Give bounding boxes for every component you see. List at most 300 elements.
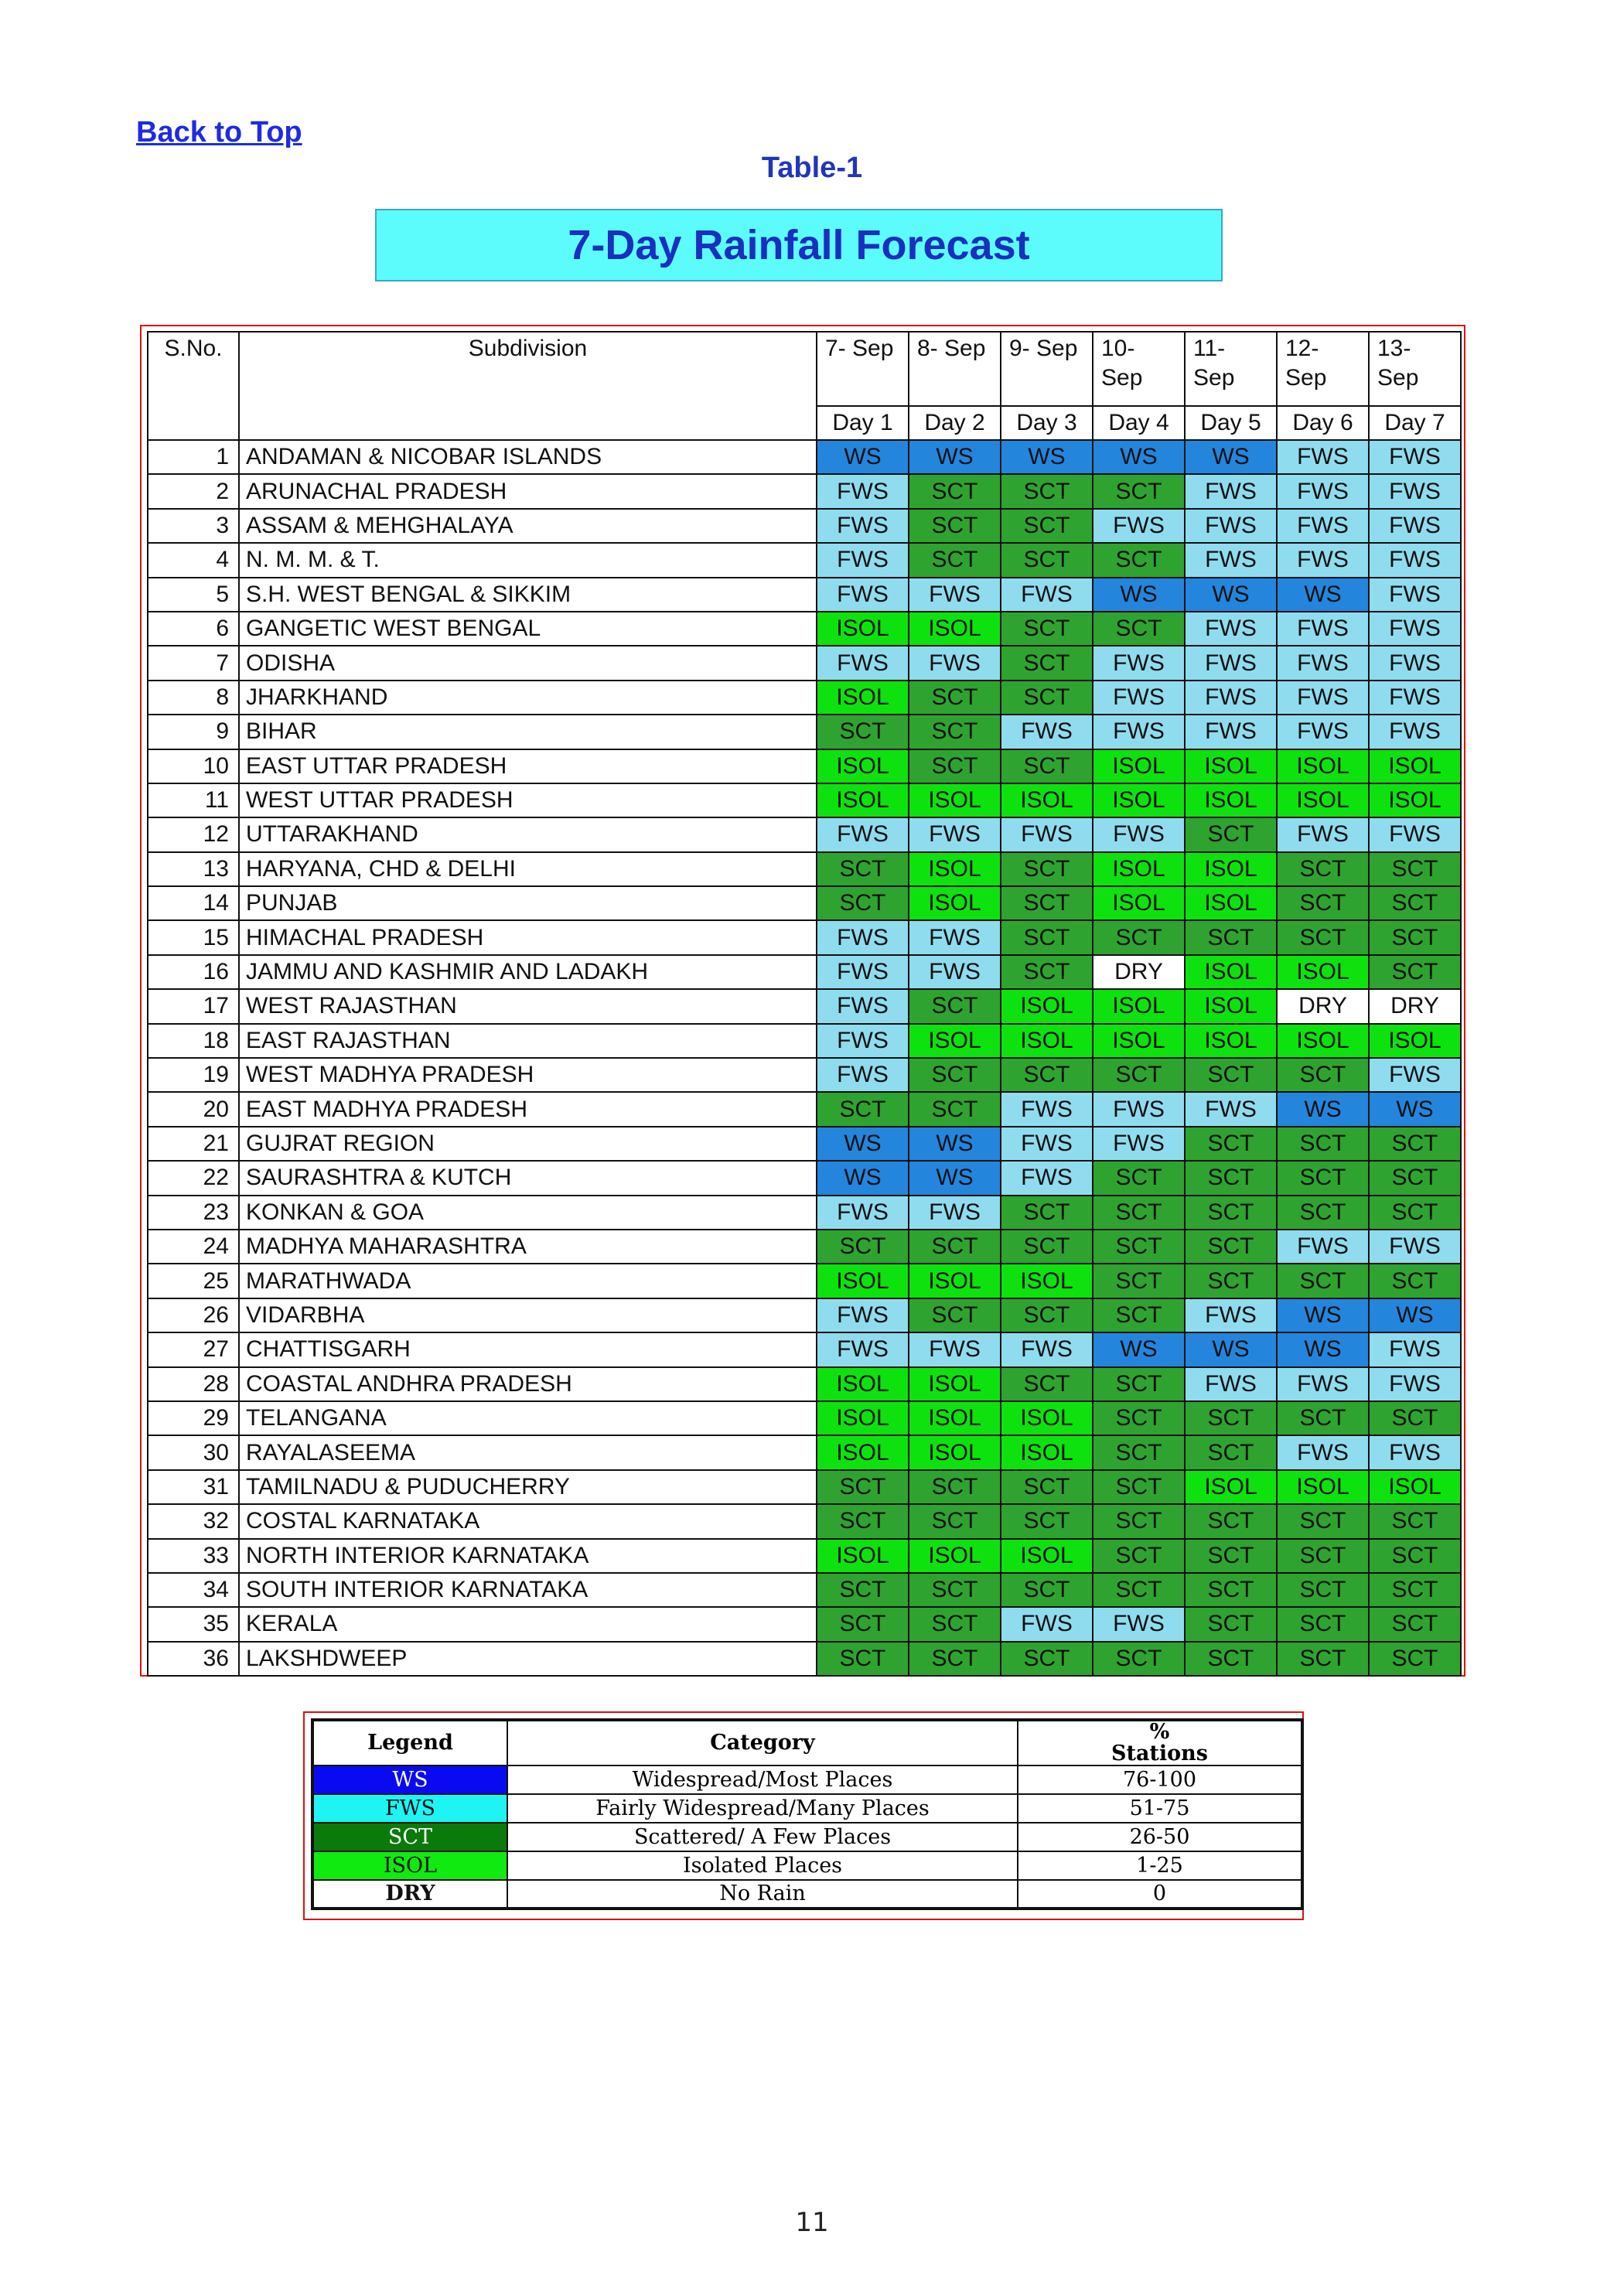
legend-stations: 51-75 [1018, 1794, 1302, 1823]
forecast-cell: FWS [1185, 681, 1277, 715]
forecast-cell: SCT [1001, 543, 1093, 577]
subdivision-name: N. M. M. & T. [239, 543, 817, 577]
forecast-cell: FWS [909, 920, 1001, 954]
forecast-cell: FWS [817, 817, 909, 851]
forecast-cell: DRY [1277, 989, 1369, 1023]
forecast-cell: ISOL [1093, 989, 1185, 1023]
forecast-cell: SCT [909, 989, 1001, 1023]
forecast-cell: ISOL [1277, 1024, 1369, 1058]
forecast-cell: ISOL [1185, 989, 1277, 1023]
legend-code-swatch: ISOL [312, 1851, 507, 1880]
table-row [148, 920, 1461, 954]
table-caption: Table-1 [761, 152, 863, 184]
forecast-cell: SCT [1093, 543, 1185, 577]
forecast-cell: SCT [817, 1092, 909, 1126]
forecast-cell: SCT [1185, 1230, 1277, 1264]
forecast-cell: ISOL [909, 1024, 1001, 1058]
forecast-cell: ISOL [1001, 1435, 1093, 1469]
forecast-cell: WS [1185, 440, 1277, 474]
forecast-cell: SCT [1001, 1196, 1093, 1230]
forecast-cell: FWS [1369, 715, 1461, 749]
forecast-cell: SCT [817, 1642, 909, 1676]
forecast-cell: ISOL [909, 1401, 1001, 1435]
table-row [148, 1298, 1461, 1332]
serial-number: 30 [148, 1435, 239, 1469]
forecast-cell: FWS [1093, 681, 1185, 715]
forecast-cell: FWS [817, 646, 909, 680]
serial-number: 26 [148, 1298, 239, 1332]
forecast-cell: FWS [1185, 543, 1277, 577]
table-row [148, 1161, 1461, 1195]
date-header: 10- Sep [1093, 332, 1185, 406]
table-row [148, 715, 1461, 749]
forecast-cell: FWS [1277, 543, 1369, 577]
forecast-cell: FWS [1369, 578, 1461, 612]
forecast-cell: FWS [1277, 440, 1369, 474]
day-header: Day 6 [1277, 406, 1369, 440]
forecast-cell: WS [817, 1161, 909, 1195]
table-row [148, 1127, 1461, 1161]
forecast-cell: WS [1277, 578, 1369, 612]
forecast-cell: WS [1277, 1092, 1369, 1126]
subdivision-name: JHARKHAND [239, 681, 817, 715]
table-row [148, 1230, 1461, 1264]
table-row [148, 989, 1461, 1023]
legend-stations: 0 [1018, 1880, 1302, 1909]
forecast-cell: SCT [1185, 817, 1277, 851]
table-row [148, 1435, 1461, 1469]
day-header: Day 1 [817, 406, 909, 440]
forecast-cell: SCT [909, 1607, 1001, 1641]
table-row [148, 1607, 1461, 1641]
forecast-cell: DRY [1369, 989, 1461, 1023]
forecast-cell: FWS [909, 1332, 1001, 1366]
forecast-cell: ISOL [1001, 783, 1093, 817]
forecast-cell: SCT [1093, 1539, 1185, 1573]
date-header: 12- Sep [1277, 332, 1369, 406]
forecast-cell: SCT [1093, 1264, 1185, 1298]
forecast-cell: FWS [1369, 1058, 1461, 1092]
subdivision-name: MARATHWADA [239, 1264, 817, 1298]
table-row [148, 1332, 1461, 1366]
forecast-cell: WS [1185, 578, 1277, 612]
forecast-cell: SCT [1277, 920, 1369, 954]
forecast-cell: SCT [1093, 1504, 1185, 1538]
forecast-cell: FWS [1185, 646, 1277, 680]
serial-number: 9 [148, 715, 239, 749]
forecast-cell: SCT [1093, 612, 1185, 646]
forecast-cell: SCT [1185, 1435, 1277, 1469]
forecast-cell: WS [1369, 1092, 1461, 1126]
forecast-cell: SCT [909, 1573, 1001, 1607]
forecast-cell: SCT [1369, 852, 1461, 886]
forecast-cell: FWS [1277, 509, 1369, 543]
forecast-cell: FWS [1001, 578, 1093, 612]
forecast-cell: SCT [817, 1230, 909, 1264]
forecast-cell: FWS [1369, 440, 1461, 474]
forecast-cell: SCT [1277, 1264, 1369, 1298]
forecast-cell: SCT [909, 1642, 1001, 1676]
forecast-cell: FWS [909, 646, 1001, 680]
forecast-cell: SCT [1185, 920, 1277, 954]
table-row [148, 1196, 1461, 1230]
forecast-cell: FWS [1369, 646, 1461, 680]
forecast-cell: SCT [1185, 1127, 1277, 1161]
forecast-cell: SCT [1093, 474, 1185, 508]
forecast-cell: ISOL [817, 1435, 909, 1469]
forecast-cell: SCT [909, 681, 1001, 715]
forecast-cell: SCT [1001, 886, 1093, 920]
legend-row [312, 1794, 1302, 1823]
forecast-cell: SCT [1369, 886, 1461, 920]
forecast-cell: SCT [1001, 1642, 1093, 1676]
serial-number: 35 [148, 1607, 239, 1641]
forecast-cell: WS [909, 440, 1001, 474]
table-row [148, 1264, 1461, 1298]
forecast-cell: WS [909, 1127, 1001, 1161]
table-row [148, 1573, 1461, 1607]
day-header: Day 7 [1369, 406, 1461, 440]
serial-number: 28 [148, 1367, 239, 1401]
forecast-cell: SCT [1185, 1196, 1277, 1230]
serial-number: 12 [148, 817, 239, 851]
subdivision-name: CHATTISGARH [239, 1332, 817, 1366]
forecast-table-body [148, 440, 1461, 1676]
forecast-cell: ISOL [1093, 852, 1185, 886]
forecast-cell: SCT [1369, 920, 1461, 954]
header-row-dates [148, 332, 1461, 406]
forecast-cell: SCT [817, 715, 909, 749]
forecast-cell: WS [1093, 1332, 1185, 1366]
serial-number: 36 [148, 1642, 239, 1676]
forecast-cell: SCT [909, 1298, 1001, 1332]
forecast-cell: DRY [1093, 955, 1185, 989]
forecast-cell: ISOL [909, 1539, 1001, 1573]
forecast-cell: FWS [817, 578, 909, 612]
forecast-cell: FWS [1093, 646, 1185, 680]
forecast-cell: ISOL [909, 852, 1001, 886]
forecast-cell: FWS [1369, 681, 1461, 715]
forecast-cell: FWS [909, 578, 1001, 612]
date-header: 13- Sep [1369, 332, 1461, 406]
forecast-cell: SCT [1277, 1401, 1369, 1435]
forecast-cell: SCT [1369, 1573, 1461, 1607]
subdivision-name: SOUTH INTERIOR KARNATAKA [239, 1573, 817, 1607]
serial-number: 19 [148, 1058, 239, 1092]
subdivision-header: Subdivision [239, 332, 817, 440]
forecast-cell: ISOL [1093, 886, 1185, 920]
back-to-top-link[interactable]: Back to Top [136, 116, 302, 148]
forecast-cell: FWS [909, 955, 1001, 989]
forecast-cell: ISOL [817, 1367, 909, 1401]
table-row [148, 474, 1461, 508]
forecast-cell: SCT [1093, 920, 1185, 954]
table-row [148, 578, 1461, 612]
forecast-cell: SCT [1093, 1642, 1185, 1676]
legend-header-legend: Legend [312, 1720, 507, 1765]
forecast-cell: ISOL [1277, 955, 1369, 989]
subdivision-name: KONKAN & GOA [239, 1196, 817, 1230]
forecast-cell: SCT [909, 1470, 1001, 1504]
forecast-cell: ISOL [817, 1539, 909, 1573]
day-header: Day 4 [1093, 406, 1185, 440]
forecast-cell: ISOL [1369, 749, 1461, 783]
forecast-cell: SCT [1277, 1642, 1369, 1676]
forecast-cell: ISOL [909, 1435, 1001, 1469]
forecast-cell: SCT [1093, 1196, 1185, 1230]
forecast-cell: FWS [817, 1298, 909, 1332]
table-row [148, 852, 1461, 886]
forecast-cell: FWS [1369, 1332, 1461, 1366]
subdivision-name: LAKSHDWEEP [239, 1642, 817, 1676]
day-header: Day 5 [1185, 406, 1277, 440]
forecast-cell: FWS [909, 817, 1001, 851]
subdivision-name: EAST UTTAR PRADESH [239, 749, 817, 783]
forecast-cell: FWS [1001, 1092, 1093, 1126]
date-header: 11- Sep [1185, 332, 1277, 406]
legend-code-swatch: FWS [312, 1794, 507, 1823]
subdivision-name: RAYALASEEMA [239, 1435, 817, 1469]
forecast-cell: SCT [909, 1092, 1001, 1126]
table-row [148, 1024, 1461, 1058]
forecast-cell: SCT [1185, 1573, 1277, 1607]
forecast-cell: SCT [1277, 1539, 1369, 1573]
serial-number: 14 [148, 886, 239, 920]
forecast-cell: SCT [1093, 1161, 1185, 1195]
subdivision-name: S.H. WEST BENGAL & SIKKIM [239, 578, 817, 612]
serial-number: 7 [148, 646, 239, 680]
forecast-cell: FWS [1093, 1127, 1185, 1161]
forecast-cell: FWS [817, 989, 909, 1023]
legend-header-row [312, 1720, 1302, 1765]
serial-number: 8 [148, 681, 239, 715]
date-header: 8- Sep [909, 332, 1001, 406]
table-row [148, 955, 1461, 989]
forecast-cell: FWS [1277, 817, 1369, 851]
forecast-cell: ISOL [1185, 783, 1277, 817]
forecast-cell: SCT [1369, 1161, 1461, 1195]
forecast-cell: FWS [1277, 1367, 1369, 1401]
forecast-cell: SCT [1001, 681, 1093, 715]
forecast-cell: FWS [1277, 646, 1369, 680]
legend-category: Widespread/Most Places [507, 1765, 1018, 1794]
forecast-cell: FWS [1001, 1127, 1093, 1161]
serial-number: 3 [148, 509, 239, 543]
forecast-cell: SCT [1001, 509, 1093, 543]
forecast-cell: SCT [1001, 1230, 1093, 1264]
forecast-cell: ISOL [1093, 783, 1185, 817]
forecast-cell: FWS [1185, 509, 1277, 543]
forecast-cell: ISOL [1185, 1024, 1277, 1058]
subdivision-name: PUNJAB [239, 886, 817, 920]
legend-category: Scattered/ A Few Places [507, 1823, 1018, 1851]
forecast-cell: FWS [817, 920, 909, 954]
forecast-cell: SCT [1001, 852, 1093, 886]
table-row [148, 1367, 1461, 1401]
legend-category: No Rain [507, 1880, 1018, 1909]
forecast-cell: ISOL [817, 1401, 909, 1435]
forecast-cell: SCT [1001, 1058, 1093, 1092]
forecast-cell: ISOL [817, 783, 909, 817]
subdivision-name: TAMILNADU & PUDUCHERRY [239, 1470, 817, 1504]
forecast-cell: SCT [1185, 1264, 1277, 1298]
serial-number: 25 [148, 1264, 239, 1298]
subdivision-name: EAST MADHYA PRADESH [239, 1092, 817, 1126]
forecast-cell: FWS [1185, 1298, 1277, 1332]
title-banner [375, 209, 1223, 281]
forecast-cell: SCT [909, 749, 1001, 783]
forecast-cell: ISOL [1369, 1470, 1461, 1504]
forecast-cell: ISOL [909, 783, 1001, 817]
forecast-cell: ISOL [1369, 1024, 1461, 1058]
forecast-cell: FWS [1185, 1092, 1277, 1126]
forecast-cell: SCT [817, 852, 909, 886]
forecast-cell: FWS [1369, 612, 1461, 646]
legend-row [312, 1851, 1302, 1880]
legend-code-swatch: SCT [312, 1823, 507, 1851]
forecast-cell: WS [909, 1161, 1001, 1195]
subdivision-name: GUJRAT REGION [239, 1127, 817, 1161]
forecast-cell: FWS [1093, 715, 1185, 749]
legend-table [311, 1718, 1304, 1910]
sno-header: S.No. [148, 332, 239, 440]
subdivision-name: WEST UTTAR PRADESH [239, 783, 817, 817]
serial-number: 11 [148, 783, 239, 817]
table-row [148, 681, 1461, 715]
serial-number: 31 [148, 1470, 239, 1504]
serial-number: 5 [148, 578, 239, 612]
forecast-cell: ISOL [1093, 749, 1185, 783]
forecast-cell: SCT [1369, 1607, 1461, 1641]
subdivision-name: WEST MADHYA PRADESH [239, 1058, 817, 1092]
forecast-cell: FWS [1185, 1367, 1277, 1401]
serial-number: 24 [148, 1230, 239, 1264]
day-header: Day 3 [1001, 406, 1093, 440]
forecast-cell: SCT [1001, 920, 1093, 954]
table-row [148, 1539, 1461, 1573]
table-row [148, 440, 1461, 474]
forecast-cell: WS [817, 1127, 909, 1161]
forecast-cell: FWS [1093, 509, 1185, 543]
forecast-cell: FWS [1277, 1230, 1369, 1264]
serial-number: 16 [148, 955, 239, 989]
forecast-cell: FWS [817, 1196, 909, 1230]
forecast-cell: SCT [1093, 1435, 1185, 1469]
day-header: Day 2 [909, 406, 1001, 440]
subdivision-name: BIHAR [239, 715, 817, 749]
forecast-cell: SCT [1277, 1607, 1369, 1641]
forecast-cell: ISOL [1369, 783, 1461, 817]
subdivision-name: ODISHA [239, 646, 817, 680]
date-header: 7- Sep [817, 332, 909, 406]
serial-number: 6 [148, 612, 239, 646]
forecast-cell: WS [1185, 1332, 1277, 1366]
forecast-cell: ISOL [909, 886, 1001, 920]
forecast-cell: SCT [1369, 1127, 1461, 1161]
table-row [148, 612, 1461, 646]
forecast-cell: WS [817, 440, 909, 474]
forecast-cell: SCT [1369, 1504, 1461, 1538]
forecast-cell: FWS [1185, 715, 1277, 749]
forecast-cell: SCT [817, 1470, 909, 1504]
serial-number: 1 [148, 440, 239, 474]
legend-header-category: Category [507, 1720, 1018, 1765]
forecast-cell: FWS [1369, 1230, 1461, 1264]
forecast-cell: WS [1001, 440, 1093, 474]
forecast-cell: SCT [1001, 646, 1093, 680]
legend-table-body [312, 1765, 1302, 1909]
forecast-cell: SCT [1185, 1401, 1277, 1435]
forecast-cell: SCT [1093, 1230, 1185, 1264]
serial-number: 33 [148, 1539, 239, 1573]
forecast-cell: SCT [817, 1607, 909, 1641]
forecast-cell: FWS [1185, 612, 1277, 646]
forecast-cell: SCT [817, 886, 909, 920]
forecast-cell: SCT [1277, 886, 1369, 920]
forecast-cell: FWS [1001, 817, 1093, 851]
forecast-cell: SCT [1001, 1367, 1093, 1401]
forecast-cell: SCT [909, 509, 1001, 543]
date-header: 9- Sep [1001, 332, 1093, 406]
forecast-cell: ISOL [1001, 1024, 1093, 1058]
forecast-cell: ISOL [817, 1264, 909, 1298]
table-row [148, 1470, 1461, 1504]
serial-number: 21 [148, 1127, 239, 1161]
subdivision-name: WEST RAJASTHAN [239, 989, 817, 1023]
forecast-cell: SCT [1185, 1058, 1277, 1092]
forecast-cell: SCT [817, 1504, 909, 1538]
forecast-cell: SCT [1369, 1539, 1461, 1573]
forecast-cell: SCT [1093, 1058, 1185, 1092]
serial-number: 17 [148, 989, 239, 1023]
legend-stations: 1-25 [1018, 1851, 1302, 1880]
forecast-cell: SCT [1277, 1058, 1369, 1092]
serial-number: 20 [148, 1092, 239, 1126]
forecast-cell: SCT [1369, 1401, 1461, 1435]
forecast-cell: ISOL [1093, 1024, 1185, 1058]
table-row [148, 886, 1461, 920]
serial-number: 2 [148, 474, 239, 508]
subdivision-name: ARUNACHAL PRADESH [239, 474, 817, 508]
forecast-cell: FWS [1093, 1092, 1185, 1126]
table-row [148, 817, 1461, 851]
legend-row [312, 1880, 1302, 1909]
forecast-cell: ISOL [1001, 1264, 1093, 1298]
forecast-cell: FWS [817, 543, 909, 577]
subdivision-name: UTTARAKHAND [239, 817, 817, 851]
table-row [148, 1401, 1461, 1435]
forecast-cell: SCT [909, 715, 1001, 749]
forecast-cell: ISOL [817, 749, 909, 783]
forecast-cell: SCT [1093, 1367, 1185, 1401]
forecast-cell: SCT [1001, 1298, 1093, 1332]
table-row [148, 543, 1461, 577]
forecast-cell: SCT [909, 1230, 1001, 1264]
forecast-cell: FWS [1001, 715, 1093, 749]
forecast-cell: SCT [909, 474, 1001, 508]
forecast-cell: SCT [1369, 1196, 1461, 1230]
subdivision-name: ANDAMAN & NICOBAR ISLANDS [239, 440, 817, 474]
table-row [148, 783, 1461, 817]
forecast-table [147, 331, 1462, 1677]
forecast-cell: FWS [1369, 817, 1461, 851]
forecast-cell: WS [1277, 1332, 1369, 1366]
forecast-cell: FWS [1001, 1332, 1093, 1366]
page-number: 11 [795, 2207, 829, 2238]
forecast-cell: FWS [1369, 1367, 1461, 1401]
forecast-cell: ISOL [817, 612, 909, 646]
forecast-cell: FWS [1093, 817, 1185, 851]
